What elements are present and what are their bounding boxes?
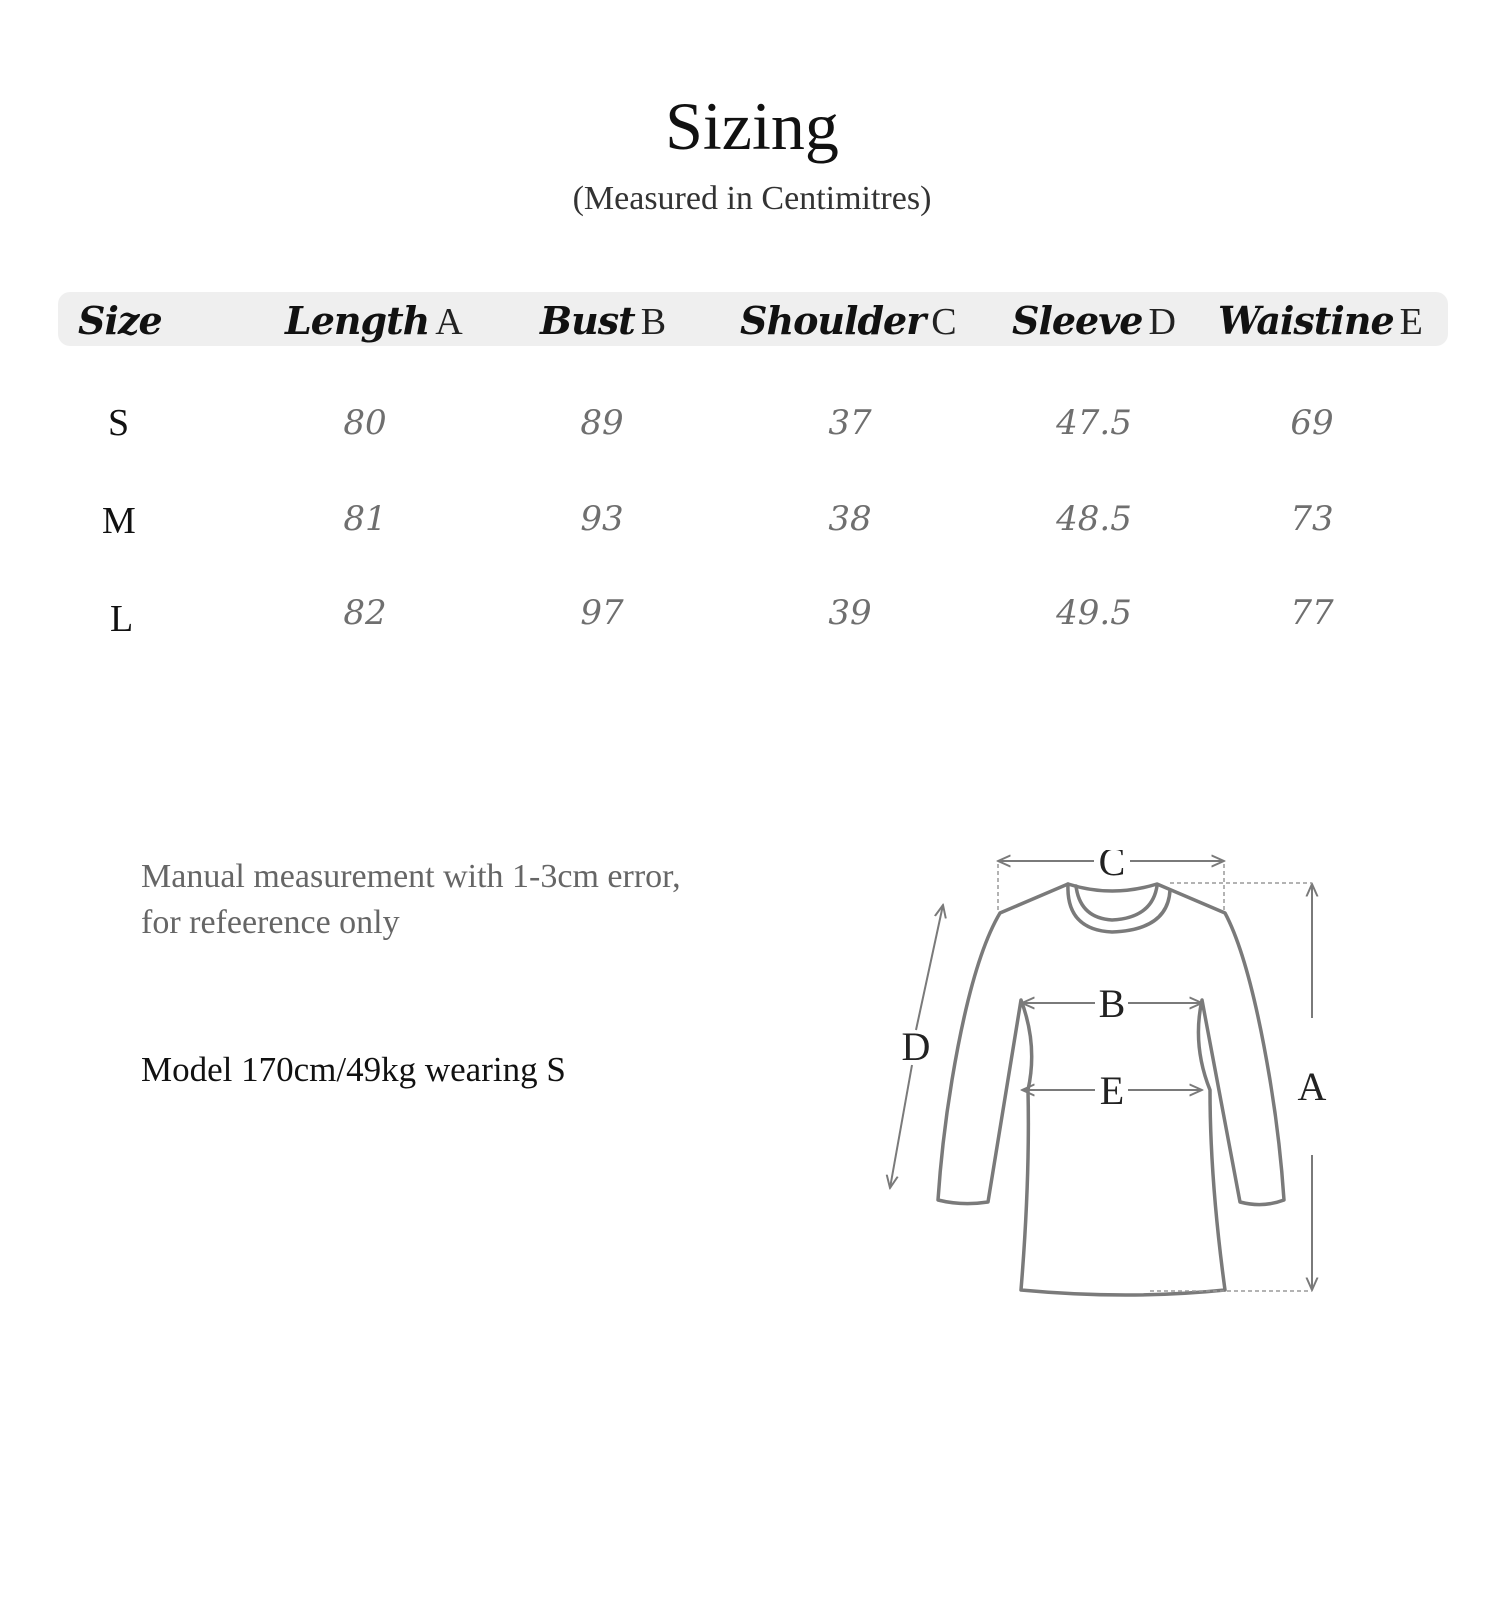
row-s-shoulder: 37 xyxy=(828,403,872,443)
label-a: A xyxy=(1297,1064,1327,1109)
row-l-bust: 97 xyxy=(580,593,624,633)
row-m-shoulder: 38 xyxy=(828,499,872,539)
row-s-size: S xyxy=(108,402,130,444)
header-sleeve xyxy=(1012,296,1176,346)
header-bust xyxy=(540,296,666,346)
row-l-shoulder: 39 xyxy=(828,593,872,633)
header-shoulder-letter: C xyxy=(931,301,957,343)
header-length xyxy=(285,296,463,346)
row-l-sleeve: 49.5 xyxy=(1056,593,1132,633)
label-c: C xyxy=(1098,850,1126,884)
row-l-size: L xyxy=(110,598,134,640)
row-s-sleeve: 47.5 xyxy=(1056,403,1132,443)
row-l-length: 82 xyxy=(343,593,387,633)
label-d: D xyxy=(901,1024,931,1069)
header-waistine-letter: E xyxy=(1399,301,1423,343)
header-shoulder-name: Shoulder xyxy=(740,298,926,343)
measurement-note xyxy=(141,854,781,946)
header-bust-letter: B xyxy=(640,301,667,343)
model-info: Model 170cm/49kg wearing S xyxy=(141,1050,566,1089)
header-size xyxy=(78,296,162,346)
header-waistine-name: Waistine xyxy=(1218,298,1394,343)
row-s-waistine: 69 xyxy=(1290,403,1334,443)
header-shoulder xyxy=(740,296,957,346)
label-e: E xyxy=(1099,1068,1125,1113)
header-waistine xyxy=(1218,296,1423,346)
row-s-bust: 89 xyxy=(580,403,624,443)
label-b: B xyxy=(1098,981,1126,1026)
header-length-name: Length xyxy=(285,298,430,343)
row-m-length: 81 xyxy=(343,499,387,539)
page-title: Sizing xyxy=(665,88,839,164)
note-line-1: Manual measurement with 1-3cm error, xyxy=(141,858,681,895)
row-m-bust: 93 xyxy=(580,499,624,539)
header-size-name: Size xyxy=(78,298,162,343)
header-length-letter: A xyxy=(435,301,463,343)
note-line-2: for refeerence only xyxy=(141,904,400,941)
row-m-size: M xyxy=(102,500,136,542)
garment-diagram xyxy=(880,850,1360,1330)
header-bust-name: Bust xyxy=(540,298,635,343)
dim-d-arrow-bottom xyxy=(890,1065,912,1188)
header-sleeve-letter: D xyxy=(1148,301,1176,343)
row-s-length: 80 xyxy=(343,403,387,443)
dim-d-arrow-top xyxy=(916,905,943,1030)
page-subtitle: (Measured in Centimitres) xyxy=(572,180,932,217)
header-sleeve-name: Sleeve xyxy=(1012,298,1143,343)
row-m-waistine: 73 xyxy=(1290,499,1334,539)
row-l-waistine: 77 xyxy=(1290,593,1334,633)
row-m-sleeve: 48.5 xyxy=(1056,499,1132,539)
